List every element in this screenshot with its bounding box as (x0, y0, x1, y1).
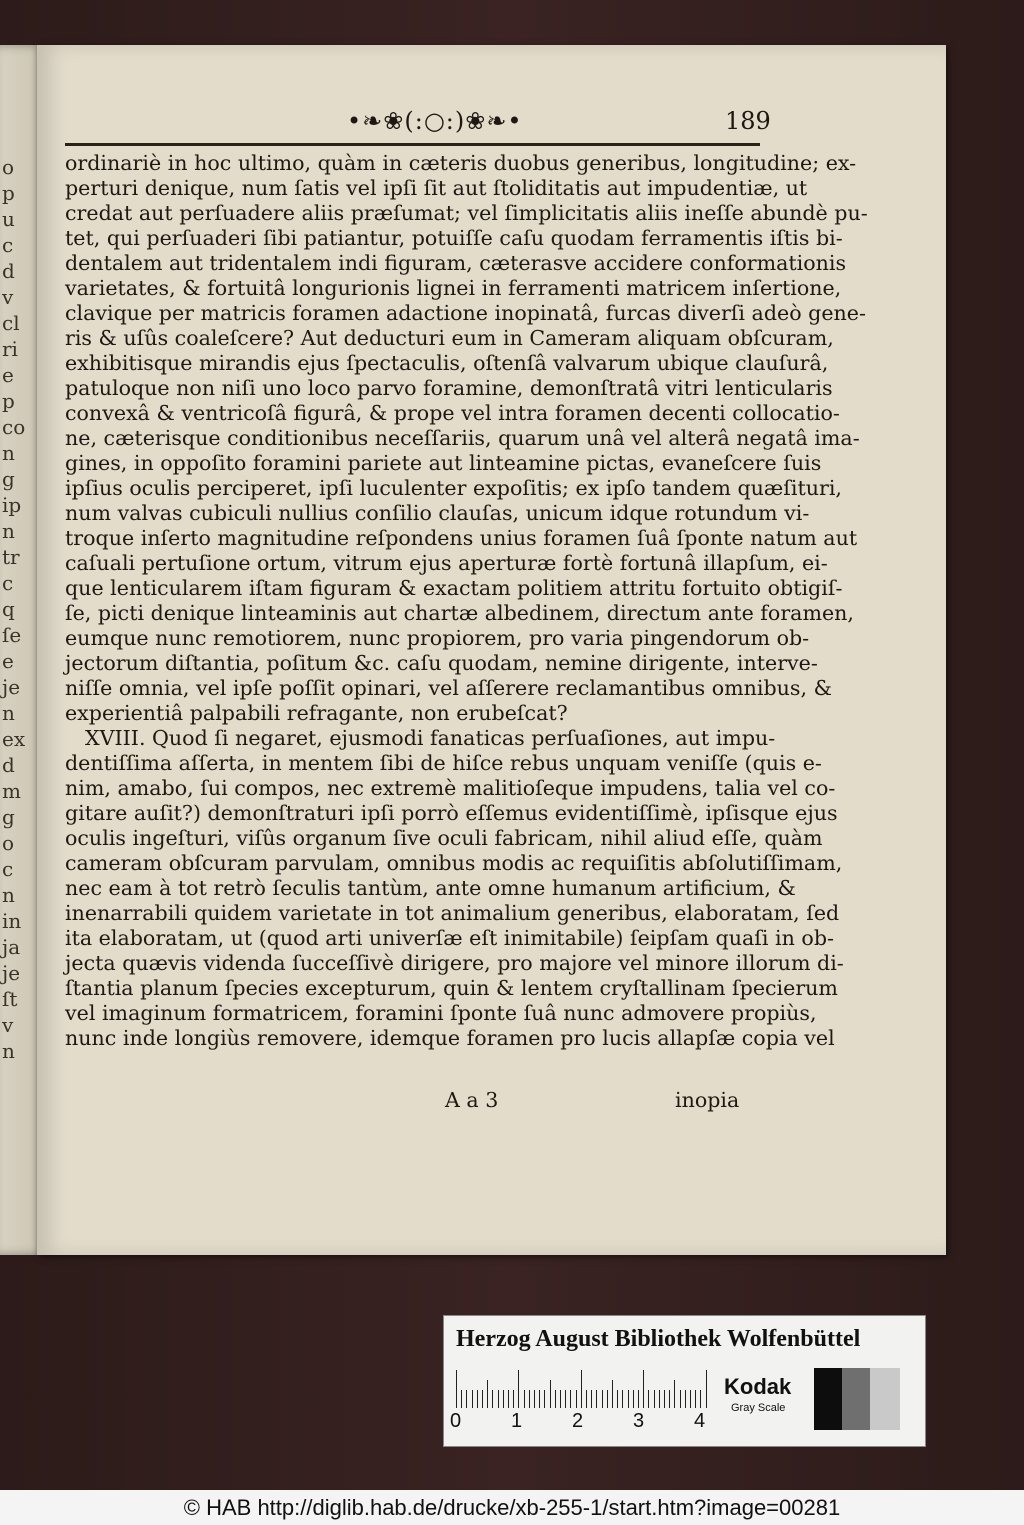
facing-page-fragment: co (2, 415, 26, 439)
ruler-tick (617, 1390, 618, 1408)
facing-page-fragment: je (2, 675, 21, 699)
ruler-tick (477, 1390, 478, 1408)
ruler-tick (508, 1390, 509, 1408)
page-number: 189 (725, 107, 771, 135)
text-line: ne, cæterisque conditionibus neceſſariis, quarum unâ vel alterâ negatâ ima- (65, 426, 860, 450)
ruler-tick (555, 1390, 556, 1408)
facing-page-fragment: je (2, 961, 21, 985)
ruler-tick (706, 1370, 707, 1408)
scale-label: 1 (511, 1410, 523, 1432)
ruler-tick (669, 1390, 670, 1408)
ruler-tick (700, 1390, 701, 1408)
text-line: jecta quævis videnda ſucceſſivè dirigere, pro majore vel minore illorum di- (65, 951, 844, 975)
ruler-tick (638, 1390, 639, 1408)
gray-scale-label: Gray Scale (731, 1402, 786, 1414)
ruler-tick (498, 1390, 499, 1408)
text-line: vel imaginum formatricem, foramini ſponte ſuâ nunc admovere propiùs, (65, 1001, 817, 1025)
ruler-tick (550, 1380, 551, 1408)
ruler-tick (539, 1390, 540, 1408)
library-color-strip (443, 1315, 926, 1447)
text-line: num valvas cubiculi nullius conſilio clauſas, unicum idque rotundum vi- (65, 501, 810, 525)
facing-page-fragment: n (2, 441, 15, 465)
text-line: credat aut perſuadere aliis præſumat; vel ſimplicitatis aliis ineſſe abundè pu- (65, 201, 868, 225)
text-line: que lenticularem iſtam figuram & exactam politiem attritu fortuito obtigiſ- (65, 576, 843, 600)
facing-page-fragment: e (2, 363, 14, 387)
text-line: ris & uſûs coaleſcere? Aut deducturi eum in Cameram aliquam obſcuram, (65, 326, 834, 350)
ruler-tick (544, 1390, 545, 1408)
facing-page-fragment: c (2, 571, 14, 595)
ruler-tick (581, 1370, 582, 1408)
ruler-tick (695, 1390, 696, 1408)
text-line: varietates, & fortuitâ longurionis lignei in ferramenti matricem inſertione, (65, 276, 842, 300)
facing-page-fragment: in (2, 909, 22, 933)
ruler-tick (576, 1390, 577, 1408)
facing-page-fragment: n (2, 519, 15, 543)
text-line: ſe, picti denique linteaminis aut chartæ albedinem, directum ante foramen, (65, 601, 854, 625)
text-line: gines, in oppoſito foramini pariete aut linteamine pictas, evaneſcere ſuis (65, 451, 822, 475)
ruler-tick (680, 1390, 681, 1408)
facing-page-fragment: ſe (2, 623, 22, 647)
ruler-tick (664, 1390, 665, 1408)
ruler-tick (633, 1390, 634, 1408)
ruler-tick (482, 1390, 483, 1408)
text-line: jectorum diſtantia, poſitum &c. caſu quodam, nemine dirigente, interve- (65, 651, 818, 675)
text-line: inenarrabili quidem varietate in tot animalium generibus, elaboratam, ſed (65, 901, 840, 925)
scale-label: 0 (450, 1410, 462, 1432)
gray-swatch-light (870, 1368, 900, 1430)
catchword: inopia (675, 1088, 740, 1112)
text-line: ordinariè in hoc ultimo, quàm in cæteris duobus generibus, longitudine; ex- (65, 151, 857, 175)
facing-page-fragment: c (2, 857, 14, 881)
ruler-tick (685, 1390, 686, 1408)
facing-page-fragment: e (2, 649, 14, 673)
text-line: clavique per matricis foramen adactione inopinatâ, furcas diverſi adeò gene- (65, 301, 866, 325)
gray-swatch-mid (842, 1368, 870, 1430)
ruler-tick (596, 1390, 597, 1408)
text-line: XVIII. Quod ſi negaret, ejusmodi fanaticas perſuaſiones, aut impu- (85, 726, 776, 750)
facing-page-fragment: u (2, 207, 15, 231)
facing-page-fragment: d (2, 753, 15, 777)
text-line: gitare auſit?) demonſtraturi ipſi porrò eſſemus evidentiſſimè, ipſisque ejus (65, 801, 838, 825)
facing-page-fragment: p (2, 181, 15, 205)
text-line: troque inſerto magnitudine reſpondens unius foramen ſuâ ſponte natum aut (65, 526, 858, 550)
facing-page-fragment: ja (2, 935, 21, 959)
copyright-bar (0, 1490, 1024, 1525)
facing-page-fragment: m (2, 779, 21, 803)
text-line: eumque nunc remotiorem, nunc propiorem, pro varia pingendorum ob- (65, 626, 810, 650)
facing-page-fragment: c (2, 233, 14, 257)
facing-page-fragment: v (2, 285, 14, 309)
ruler-tick (456, 1370, 457, 1408)
ruler-tick (607, 1390, 608, 1408)
text-line: oculis ingeſturi, viſûs organum ſive oculi fabricam, nihil aliud eſſe, quàm (65, 826, 823, 850)
kodak-logo: Kodak (724, 1374, 792, 1399)
copyright-notice: © HAB http://diglib.hab.de/drucke/xb-255-1/start.htm?image=00281 (183, 1495, 841, 1520)
ruler-tick (643, 1370, 644, 1408)
facing-page-fragment: n (2, 1039, 15, 1063)
ruler-tick (560, 1390, 561, 1408)
text-line: nim, amabo, ſui compos, nec extremè malitioſeque impudens, talia vel co- (65, 776, 836, 800)
text-line: nec eam à tot retrò ſeculis tantùm, ante omne humanum artificium, & (65, 876, 796, 900)
facing-page-fragment: g (2, 467, 15, 491)
facing-page-fragment: d (2, 259, 15, 283)
facing-page-fragment: ip (2, 493, 22, 517)
library-name: Herzog August Bibliothek Wolfenbüttel (456, 1326, 861, 1352)
facing-page-fragment: tr (2, 545, 20, 569)
text-line: patuloque non niſi uno loco parvo foramine, demonſtratâ vitri lenticularis (65, 376, 833, 400)
page-footer (65, 1088, 765, 1116)
ruler-tick (602, 1390, 603, 1408)
text-line: caſuali pertuſione ortum, vitrum ejus aperturæ fortè fortunâ illapſum, ei- (65, 551, 828, 575)
text-line: dentalem aut tridentalem indi figuram, cæterasve accidere conformationis (65, 251, 847, 275)
ruler-tick (674, 1380, 675, 1408)
facing-page-fragment: n (2, 701, 15, 725)
ruler-tick (628, 1390, 629, 1408)
text-line: convexâ & ventricoſâ figurâ, & prope vel intra foramen decenti collocatio- (65, 401, 840, 425)
facing-page-fragment: n (2, 883, 15, 907)
ruler-tick (466, 1390, 467, 1408)
text-line: ſtantia planum ſpecies excepturum, quin & lentem cryſtallinam ſpecierum (65, 976, 838, 1000)
ruler-tick (565, 1390, 566, 1408)
ruler-tick (648, 1390, 649, 1408)
ruler-tick (690, 1390, 691, 1408)
ruler-tick (492, 1390, 493, 1408)
facing-page-fragment: o (2, 155, 15, 179)
facing-page-fragment: ex (2, 727, 26, 751)
text-line: exhibitisque mirandis ejus ſpectaculis, oſtenſâ valvarum ubique clauſurâ, (65, 351, 829, 375)
ruler-tick (518, 1370, 519, 1408)
facing-page-fragment: o (2, 831, 15, 855)
ruler-tick (487, 1380, 488, 1408)
signature-mark: A a 3 (445, 1088, 499, 1112)
ruler-tick (503, 1390, 504, 1408)
ruler-tick (472, 1390, 473, 1408)
text-line: perturi denique, num ſatis vel ipſi ſit aut ſtoliditatis aut impudentiæ, ut (65, 176, 808, 200)
facing-page-fragment: ſt (2, 987, 18, 1011)
facing-page-fragment: g (2, 805, 15, 829)
text-line: experientiâ palpabili refragante, non erubeſcat? (65, 701, 568, 725)
ruler-tick (524, 1390, 525, 1408)
ruler-tick (529, 1390, 530, 1408)
scale-label: 3 (633, 1410, 645, 1432)
text-line: ipſius oculis perciperet, ipſi luculenter expoſitis; ex ipſo tandem quæſituri, (65, 476, 842, 500)
scale-label: 2 (572, 1410, 584, 1432)
header-ornament: •❧❀(:○:)❀❧• (347, 107, 523, 135)
ruler-tick (570, 1390, 571, 1408)
facing-page-fragment: ri (2, 337, 18, 361)
facing-page-fragment: cl (2, 311, 20, 335)
ruler-tick (586, 1390, 587, 1408)
text-line: niſſe omnia, vel ipſe poſſit opinari, vel aſſerere reclamantibus omnibus, & (65, 676, 832, 700)
ruler-tick (591, 1390, 592, 1408)
text-line: nunc inde longiùs removere, idemque foramen pro lucis allapſæ copia vel (65, 1026, 835, 1050)
text-line: tet, qui perſuaderi ſibi patiantur, potuiſſe caſu quodam ferramentis iſtis bi- (65, 226, 843, 250)
facing-page-fragment: p (2, 389, 15, 413)
facing-page-fragment: q (2, 597, 15, 621)
facing-page-fragment: v (2, 1013, 14, 1037)
text-line: dentiſſima aſſerta, in mentem ſibi de hiſce rebus unquam veniſſe (quis e- (65, 751, 822, 775)
text-line: ita elaboratam, ut (quod arti univerſæ eſt inimitabile) ſeipſam quaſi in ob- (65, 926, 834, 950)
running-header (65, 107, 771, 141)
ruler-tick (659, 1390, 660, 1408)
ruler-tick (513, 1390, 514, 1408)
ruler-tick (654, 1390, 655, 1408)
ruler-tick (461, 1390, 462, 1408)
gray-swatch-dark (814, 1368, 842, 1430)
ruler-tick (534, 1390, 535, 1408)
ruler-tick (612, 1380, 613, 1408)
body-text (65, 151, 868, 1051)
text-line: cameram obſcuram parvulam, omnibus modis ac requiſitis abſolutiſſimam, (65, 851, 843, 875)
book-page (37, 45, 946, 1255)
measurement-ruler (456, 1368, 712, 1408)
header-rule (65, 143, 760, 146)
scale-label: 4 (694, 1410, 706, 1432)
ruler-tick (622, 1390, 623, 1408)
